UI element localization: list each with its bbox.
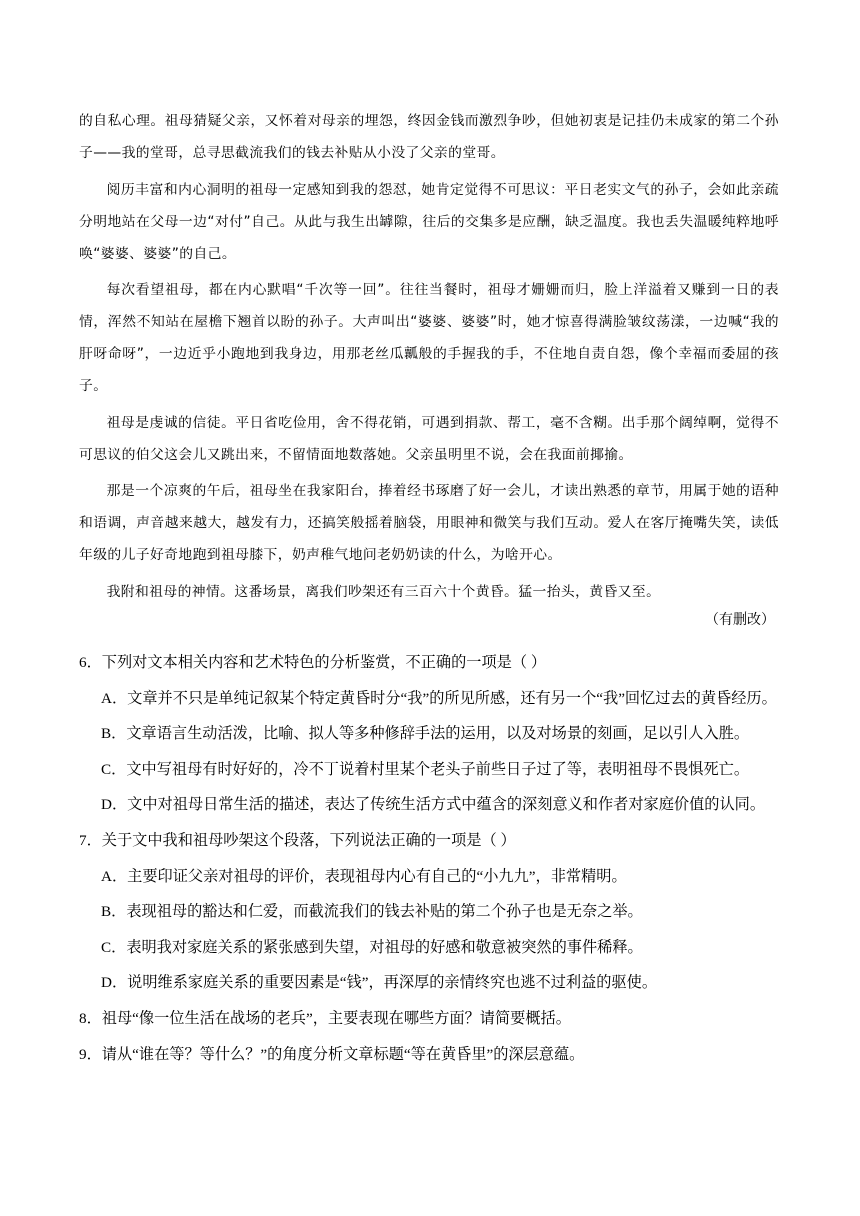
passage-paragraph: 那是一个凉爽的午后，祖母坐在我家阳台，捧着经书琢磨了好一会儿，才读出熟悉的章节，用属于她的语种和语调，声音越来越大，越发有力，还搞笑般摇着脑袋，用眼神和微笑与我们互动。爱人在客厅掩嘴失笑，读低年级的儿子好奇地跑到祖母膝下，奶声稚气地问老奶奶读的什么，为啥开心。 [79, 483, 779, 564]
question-list [79, 645, 799, 1072]
question-number: 9． [79, 1045, 102, 1063]
option-label: C． [101, 938, 127, 956]
option-label: A． [101, 867, 128, 885]
question-stem: 祖母“像一位生活在战场的老兵”，主要表现在哪些方面？请简要概括。 [101, 1009, 571, 1027]
question-stem: 下列对文本相关内容和艺术特色的分析鉴赏，不正确的一项是（ ） [101, 654, 547, 671]
option-text: 说明维系家庭关系的重要因素是“钱”，再深厚的亲情终究也逃不过利益的驱使。 [127, 974, 658, 992]
question-number: 8． [79, 1009, 102, 1027]
option-text: 文章并不只是单纯记叙某个特定黄昏时分“我”的所见所感，还有另一个“我”回忆过去的黄昏经历。 [127, 689, 777, 707]
option-label: B． [101, 725, 127, 743]
source-note: （有删改） [705, 612, 775, 628]
option-text: 表明我对家庭关系的紧张感到失望，对祖母的好感和敬意被突然的事件稀释。 [126, 938, 643, 956]
option-6c [79, 752, 799, 788]
question-6 [79, 645, 799, 681]
question-8 [79, 1001, 799, 1037]
passage-paragraph: 祖母是虔诚的信徒。平日省吃俭用，舍不得花销，可遇到捐款、帮工，毫不含糊。出手那个阔绰啊，觉得不可思议的伯父这会儿又跳出来，不留情面地数落她。父亲虽明里不说，会在我面前揶揄。 [79, 414, 779, 463]
option-7b [79, 894, 799, 930]
option-label: A． [101, 689, 128, 707]
question-number: 6． [79, 654, 102, 671]
option-6a [79, 681, 799, 717]
option-text: 主要印证父亲对祖母的评价，表现祖母内心有自己的“小九九”，非常精明。 [127, 867, 627, 885]
question-9 [79, 1037, 799, 1073]
question-number: 7． [79, 831, 102, 849]
option-7a [79, 859, 799, 895]
question-stem: 请从“谁在等？等什么？”的角度分析文章标题“等在黄昏里”的深层意蕴。 [101, 1045, 585, 1063]
option-7d [79, 965, 799, 1001]
passage-paragraph: 我附和祖母的神情。这番场景，离我们吵架还有三百六十个黄昏。猛一抬头，黄昏又至。 [106, 583, 661, 600]
passage-paragraph: 的自私心理。祖母猜疑父亲，又怀着对母亲的埋怨，终因金钱而激烈争吵，但她初衷是记挂仍未成家的第二个孙子——我的堂哥，总寻思截流我们的钱去补贴从小没了父亲的堂哥。 [79, 113, 779, 161]
option-label: C． [101, 760, 127, 778]
option-7c [79, 930, 799, 966]
passage-paragraph: 每次看望祖母，都在内心默唱“千次等一回”。往往当餐时，祖母才姗姗而归，脸上洋溢着又赚到一日的表情，浑然不知站在屋檐下翘首以盼的孙子。大声叫出“婆婆、婆婆”时，她才惊喜得满脸皱纹荡漾，一边喊“我的肝呀命呀”，一边近乎小跑地到我身边，用那老丝瓜瓤般的手握我的手，不住地自责自怨，像个幸福而委屈的孩子。 [79, 282, 779, 395]
option-text: 文中对祖母日常生活的描述，表达了传统生活方式中蕴含的深刻意义和作者对家庭价值的认同。 [127, 796, 766, 814]
option-text: 文章语言生动活泼，比喻、拟人等多种修辞手法的运用，以及对场景的刻画，足以引人入胜。 [126, 725, 750, 743]
option-text: 文中写祖母有时好好的，冷不丁说着村里某个老头子前些日子过了等，表明祖母不畏惧死亡。 [126, 760, 750, 778]
question-stem: 关于文中我和祖母吵架这个段落，下列说法正确的一项是（ ） [101, 831, 516, 849]
option-label: D． [101, 796, 128, 814]
option-label: D． [101, 974, 128, 992]
option-6d [79, 787, 799, 823]
passage-paragraph: 阅历丰富和内心洞明的祖母一定感知到我的怨怼，她肯定觉得不可思议：平日老实文气的孙子，会如此亲疏分明地站在父母一边“对付”自己。从此与我生出罅隙，往后的交集多是应酬，缺乏温度。我也丢失温暖纯粹地呼唤“婆婆、婆婆”的自己。 [79, 181, 779, 262]
reading-passage [79, 105, 779, 613]
question-7 [79, 823, 799, 859]
option-label: B． [101, 903, 127, 921]
option-6b [79, 716, 799, 752]
option-text: 表现祖母的豁达和仁爱，而截流我们的钱去补贴的第二个孙子也是无奈之举。 [126, 903, 643, 921]
